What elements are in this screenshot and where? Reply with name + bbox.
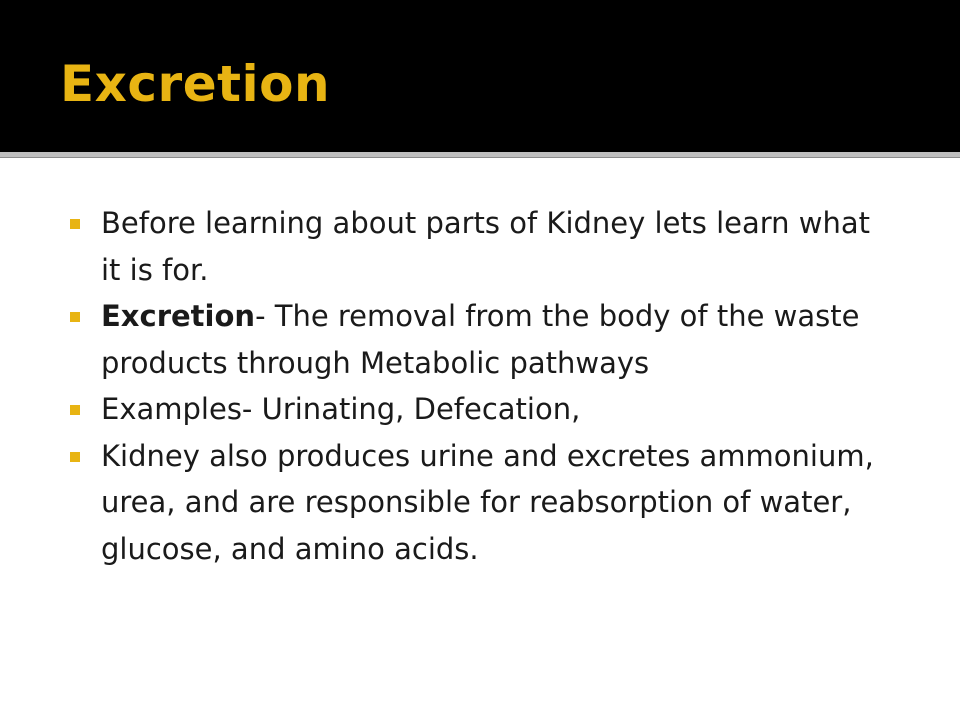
bullet-text: Examples- Urinating, Defecation, [101, 392, 581, 426]
content-area [0, 158, 960, 720]
bullet-list [70, 200, 880, 572]
bullet-item [70, 200, 880, 293]
square-bullet-icon [70, 405, 80, 415]
bullet-item [70, 433, 880, 573]
square-bullet-icon [70, 452, 80, 462]
square-bullet-icon [70, 219, 80, 229]
square-bullet-icon [70, 312, 80, 322]
bullet-term: Excretion [101, 299, 256, 333]
bullet-text: Kidney also produces urine and excretes ammonium, urea, and are responsible for reabsorption of water, glucose, and amino acids. [101, 438, 874, 566]
bullet-item [70, 386, 880, 433]
bullet-text: - The removal from the body of the waste products through Metabolic pathways [101, 299, 860, 380]
bullet-item [70, 293, 880, 386]
slide-title: Excretion [60, 55, 331, 113]
bullet-text: Before learning about parts of Kidney lets learn what it is for. [101, 206, 871, 287]
title-bar [0, 0, 960, 152]
